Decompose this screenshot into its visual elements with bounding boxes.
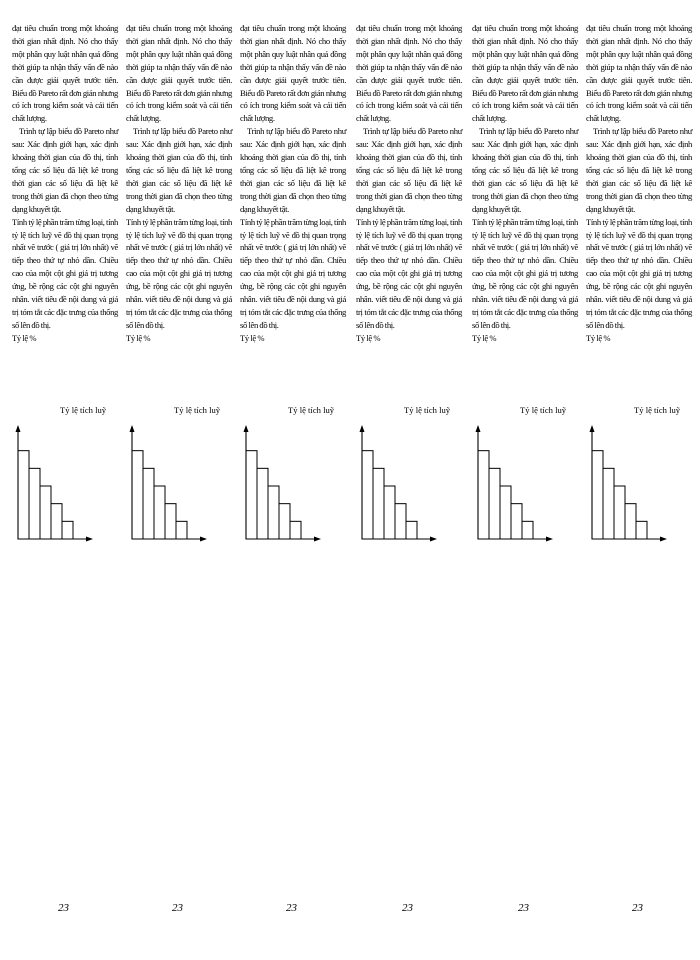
page-number: 23	[58, 902, 69, 914]
page-number: 23	[632, 902, 643, 914]
paragraph-intro: đạt tiêu chuẩn trong một khoảng thời gian nhất định. Nó cho thấy một phân quy luật nhân quả đồng thời giúp ta nhận thấy vấn đề nào cần được giải quyết trước tiên. Biểu đồ Pareto rất đơn giản nhưng có ích trong kiểm soát và cải tiến chất lượng.	[356, 23, 462, 124]
paragraph-steps: Trình tự lập biểu đồ Pareto như sau: Xác định giới hạn, xác định khoảng thời gian của đồ thị, tính tổng các số liệu đã liệt kê trong thời gian các số liệu đã liệt kê trong thời gian đã chọn theo từng dạng khuyết tật.	[126, 126, 232, 214]
bar-1	[18, 451, 29, 539]
bar-2	[143, 468, 154, 539]
bar-5	[62, 521, 73, 539]
chart-y-label: Tỷ lệ %	[240, 332, 265, 343]
text-column-6	[586, 22, 692, 952]
chart-y-label: Tỷ lệ %	[356, 332, 381, 343]
bar-4	[165, 504, 176, 539]
bar-2	[489, 468, 500, 539]
bar-4	[511, 504, 522, 539]
bar-3	[614, 486, 625, 539]
paragraph-steps: Trình tự lập biểu đồ Pareto như sau: Xác định giới hạn, xác định khoảng thời gian của đồ thị, tính tổng các số liệu đã liệt kê trong thời gian các số liệu đã liệt kê trong thời gian đã chọn theo từng dạng khuyết tật.	[240, 126, 346, 214]
page-number: 23	[518, 902, 529, 914]
bar-4	[51, 504, 62, 539]
paragraph-intro: đạt tiêu chuẩn trong một khoảng thời gian nhất định. Nó cho thấy một phân quy luật nhân quả đồng thời giúp ta nhận thấy vấn đề nào cần được giải quyết trước tiên. Biểu đồ Pareto rất đơn giản nhưng có ích trong kiểm soát và cải tiến chất lượng.	[240, 23, 346, 124]
pareto-chart	[236, 425, 322, 543]
paragraph-percent: Tính tỷ lệ phần trăm từng loại, tính tỷ lệ tích luỹ vẽ đồ thị quan trọng nhất vẽ trước ( giá trị lớn nhất) vẽ tiếp theo thứ tự nhỏ dần. Chiều cao của một cột ghi giá trị tương ứng, bề rộng các cột ghi nguyên nhân. viết tiêu đề nội dung và giá trị tóm tắt các đặc trưng của thống số lên đồ thị.	[12, 216, 118, 330]
page-number: 23	[172, 902, 183, 914]
x-axis-arrow	[660, 537, 667, 542]
chart-title: Tỷ lệ tích luỹ	[520, 405, 567, 415]
paragraph-steps: Trình tự lập biểu đồ Pareto như sau: Xác định giới hạn, xác định khoảng thời gian của đồ thị, tính tổng các số liệu đã liệt kê trong thời gian các số liệu đã liệt kê trong thời gian đã chọn theo từng dạng khuyết tật.	[586, 126, 692, 214]
bar-4	[625, 504, 636, 539]
bar-3	[154, 486, 165, 539]
paragraph-intro: đạt tiêu chuẩn trong một khoảng thời gian nhất định. Nó cho thấy một phân quy luật nhân quả đồng thời giúp ta nhận thấy vấn đề nào cần được giải quyết trước tiên. Biểu đồ Pareto rất đơn giản nhưng có ích trong kiểm soát và cải tiến chất lượng.	[472, 23, 578, 124]
bar-1	[132, 451, 143, 539]
paragraph-steps: Trình tự lập biểu đồ Pareto như sau: Xác định giới hạn, xác định khoảng thời gian của đồ thị, tính tổng các số liệu đã liệt kê trong thời gian các số liệu đã liệt kê trong thời gian đã chọn theo từng dạng khuyết tật.	[356, 126, 462, 214]
chart-title: Tỷ lệ tích luỹ	[174, 405, 221, 415]
bar-2	[373, 468, 384, 539]
bar-5	[406, 521, 417, 539]
text-column-2	[126, 22, 232, 952]
page-number: 23	[286, 902, 297, 914]
x-axis-arrow	[430, 537, 437, 542]
bar-4	[395, 504, 406, 539]
chart-title: Tỷ lệ tích luỹ	[404, 405, 451, 415]
paragraph-percent: Tính tỷ lệ phần trăm từng loại, tính tỷ lệ tích luỹ vẽ đồ thị quan trọng nhất vẽ trước ( giá trị lớn nhất) vẽ tiếp theo thứ tự nhỏ dần. Chiều cao của một cột ghi giá trị tương ứng, bề rộng các cột ghi nguyên nhân. viết tiêu đề nội dung và giá trị tóm tắt các đặc trưng của thống số lên đồ thị.	[126, 216, 232, 330]
chart-y-label: Tỷ lệ %	[586, 332, 611, 343]
bar-5	[636, 521, 647, 539]
chart-title: Tỷ lệ tích luỹ	[288, 405, 335, 415]
pareto-chart	[122, 425, 208, 543]
bar-1	[362, 451, 373, 539]
y-axis-arrow	[590, 425, 595, 432]
bar-2	[29, 468, 40, 539]
x-axis-arrow	[200, 537, 207, 542]
pareto-chart	[582, 425, 668, 543]
paragraph-percent: Tính tỷ lệ phần trăm từng loại, tính tỷ lệ tích luỹ vẽ đồ thị quan trọng nhất vẽ trước ( giá trị lớn nhất) vẽ tiếp theo thứ tự nhỏ dần. Chiều cao của một cột ghi giá trị tương ứng, bề rộng các cột ghi nguyên nhân. viết tiêu đề nội dung và giá trị tóm tắt các đặc trưng của thống số lên đồ thị.	[472, 216, 578, 330]
bar-5	[522, 521, 533, 539]
paragraph-percent: Tính tỷ lệ phần trăm từng loại, tính tỷ lệ tích luỹ vẽ đồ thị quan trọng nhất vẽ trước ( giá trị lớn nhất) vẽ tiếp theo thứ tự nhỏ dần. Chiều cao của một cột ghi giá trị tương ứng, bề rộng các cột ghi nguyên nhân. viết tiêu đề nội dung và giá trị tóm tắt các đặc trưng của thống số lên đồ thị.	[240, 216, 346, 330]
text-column-4	[356, 22, 462, 952]
x-axis-arrow	[86, 537, 93, 542]
paragraph-steps: Trình tự lập biểu đồ Pareto như sau: Xác định giới hạn, xác định khoảng thời gian của đồ thị, tính tổng các số liệu đã liệt kê trong thời gian các số liệu đã liệt kê trong thời gian đã chọn theo từng dạng khuyết tật.	[472, 126, 578, 214]
paragraph-steps: Trình tự lập biểu đồ Pareto như sau: Xác định giới hạn, xác định khoảng thời gian của đồ thị, tính tổng các số liệu đã liệt kê trong thời gian các số liệu đã liệt kê trong thời gian đã chọn theo từng dạng khuyết tật.	[12, 126, 118, 214]
x-axis-arrow	[546, 537, 553, 542]
bar-5	[290, 521, 301, 539]
pareto-chart	[352, 425, 438, 543]
bar-1	[592, 451, 603, 539]
text-column-1	[12, 22, 118, 952]
y-axis-arrow	[244, 425, 249, 432]
bar-3	[40, 486, 51, 539]
bar-3	[268, 486, 279, 539]
chart-title: Tỷ lệ tích luỹ	[60, 405, 107, 415]
bar-2	[257, 468, 268, 539]
text-column-3	[240, 22, 346, 952]
bar-3	[384, 486, 395, 539]
bar-4	[279, 504, 290, 539]
paragraph-percent: Tính tỷ lệ phần trăm từng loại, tính tỷ lệ tích luỹ vẽ đồ thị quan trọng nhất vẽ trước ( giá trị lớn nhất) vẽ tiếp theo thứ tự nhỏ dần. Chiều cao của một cột ghi giá trị tương ứng, bề rộng các cột ghi nguyên nhân. viết tiêu đề nội dung và giá trị tóm tắt các đặc trưng của thống số lên đồ thị.	[356, 216, 462, 330]
bar-3	[500, 486, 511, 539]
bar-1	[246, 451, 257, 539]
y-axis-arrow	[476, 425, 481, 432]
paragraph-intro: đạt tiêu chuẩn trong một khoảng thời gian nhất định. Nó cho thấy một phân quy luật nhân quả đồng thời giúp ta nhận thấy vấn đề nào cần được giải quyết trước tiên. Biểu đồ Pareto rất đơn giản nhưng có ích trong kiểm soát và cải tiến chất lượng.	[126, 23, 232, 124]
chart-title: Tỷ lệ tích luỹ	[634, 405, 681, 415]
paragraph-percent: Tính tỷ lệ phần trăm từng loại, tính tỷ lệ tích luỹ vẽ đồ thị quan trọng nhất vẽ trước ( giá trị lớn nhất) vẽ tiếp theo thứ tự nhỏ dần. Chiều cao của một cột ghi giá trị tương ứng, bề rộng các cột ghi nguyên nhân. viết tiêu đề nội dung và giá trị tóm tắt các đặc trưng của thống số lên đồ thị.	[586, 216, 692, 330]
y-axis-arrow	[360, 425, 365, 432]
bar-5	[176, 521, 187, 539]
paragraph-intro: đạt tiêu chuẩn trong một khoảng thời gian nhất định. Nó cho thấy một phân quy luật nhân quả đồng thời giúp ta nhận thấy vấn đề nào cần được giải quyết trước tiên. Biểu đồ Pareto rất đơn giản nhưng có ích trong kiểm soát và cải tiến chất lượng.	[12, 23, 118, 124]
paragraph-intro: đạt tiêu chuẩn trong một khoảng thời gian nhất định. Nó cho thấy một phân quy luật nhân quả đồng thời giúp ta nhận thấy vấn đề nào cần được giải quyết trước tiên. Biểu đồ Pareto rất đơn giản nhưng có ích trong kiểm soát và cải tiến chất lượng.	[586, 23, 692, 124]
pareto-chart	[468, 425, 554, 543]
bar-1	[478, 451, 489, 539]
chart-y-label: Tỷ lệ %	[126, 332, 151, 343]
x-axis-arrow	[314, 537, 321, 542]
pareto-chart	[8, 425, 94, 543]
chart-y-label: Tỷ lệ %	[472, 332, 497, 343]
bar-2	[603, 468, 614, 539]
page-number: 23	[402, 902, 413, 914]
y-axis-arrow	[130, 425, 135, 432]
text-column-5	[472, 22, 578, 952]
y-axis-arrow	[16, 425, 21, 432]
chart-y-label: Tỷ lệ %	[12, 332, 37, 343]
